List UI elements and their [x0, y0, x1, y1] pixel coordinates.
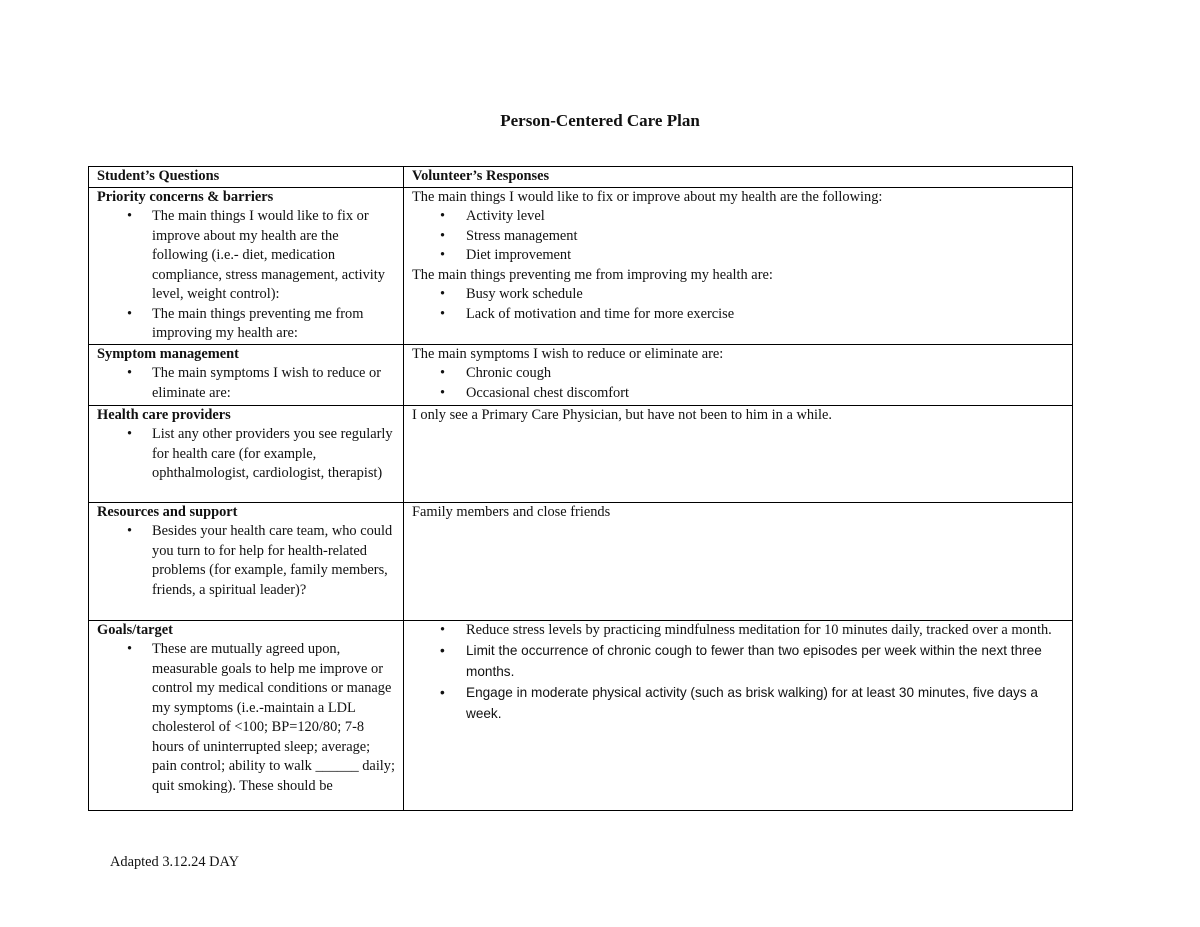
question-list-priority	[97, 207, 395, 344]
question-cell-priority	[89, 187, 404, 344]
table-row-providers	[89, 405, 1073, 502]
response-list-symptoms	[412, 364, 1064, 403]
question-item: • Besides your health care team, who could you turn to for help for health-related problems (for example, family members, friends, a spiritual leader)?	[97, 522, 395, 600]
table-row-goals	[89, 620, 1073, 810]
response-cell-goals	[404, 620, 1073, 810]
response-item: • Activity level	[412, 207, 1064, 227]
response-intro: The main symptoms I wish to reduce or eliminate are:	[412, 345, 724, 362]
question-item: • These are mutually agreed upon, measurable goals to help me improve or control my medical conditions or manage my symptoms (i.e.-maintain a LDL cholesterol of <100; BP=120/80; 7-8 hours of uninterrupted sleep; average; pain control; ability to walk ______ daily; quit smoking). These should be	[97, 640, 395, 796]
response-cell-resources	[404, 502, 1073, 620]
section-title-symptom: Symptom management	[97, 345, 239, 362]
section-title-priority: Priority concerns & barriers	[97, 188, 274, 205]
response-cell-providers	[404, 405, 1073, 502]
response-intro: The main things I would like to fix or improve about my health are the following:	[412, 188, 883, 205]
response-item: • Diet improvement	[412, 246, 1064, 266]
response-text: Family members and close friends	[412, 503, 611, 520]
response-list-improve	[412, 207, 1064, 266]
response-item: • Lack of motivation and time for more exercise	[412, 305, 1064, 325]
table-row-resources	[89, 502, 1073, 620]
question-cell-goals	[89, 620, 404, 810]
section-title-resources: Resources and support	[97, 503, 238, 520]
question-item: • The main things I would like to fix or improve about my health are the following (i.e.- diet, medication compliance, stress management, activity level, weight control):	[97, 207, 395, 305]
question-cell-resources	[89, 502, 404, 620]
goal-item: • Engage in moderate physical activity (such as brisk walking) for at least 30 minutes, five days a week.	[412, 682, 1064, 724]
question-cell-providers	[89, 405, 404, 502]
response-item: • Occasional chest discomfort	[412, 384, 1064, 404]
response-text: I only see a Primary Care Physician, but have not been to him in a while.	[412, 406, 833, 423]
header-volunteers-responses: Volunteer’s Responses	[404, 167, 1073, 188]
table-row-symptom	[89, 344, 1073, 405]
goal-item: • Reduce stress levels by practicing mindfulness meditation for 10 minutes daily, tracked over a month.	[412, 621, 1064, 641]
table-header-row	[89, 167, 1073, 188]
question-list-goals	[97, 640, 395, 796]
goal-item: • Limit the occurrence of chronic cough to fewer than two episodes per week within the next three months.	[412, 640, 1064, 682]
response-item: • Chronic cough	[412, 364, 1064, 384]
question-list-providers	[97, 425, 395, 484]
response-item: • Stress management	[412, 227, 1064, 247]
response-cell-symptom	[404, 344, 1073, 405]
response-intro-barriers: The main things preventing me from improving my health are:	[412, 266, 773, 283]
response-item: • Busy work schedule	[412, 285, 1064, 305]
question-list-resources	[97, 522, 395, 600]
section-title-providers: Health care providers	[97, 406, 231, 423]
document-title: Person-Centered Care Plan	[500, 111, 700, 130]
response-list-goals	[412, 621, 1064, 725]
table-row-priority	[89, 187, 1073, 344]
care-plan-table	[88, 166, 1073, 811]
footer-note: Adapted 3.12.24 DAY	[110, 854, 239, 870]
question-cell-symptom	[89, 344, 404, 405]
question-item: • The main things preventing me from improving my health are:	[97, 305, 395, 344]
section-title-goals: Goals/target	[97, 621, 173, 638]
question-item: • The main symptoms I wish to reduce or eliminate are:	[97, 364, 395, 403]
question-item: • List any other providers you see regularly for health care (for example, ophthalmologist, cardiologist, therapist)	[97, 425, 395, 484]
response-cell-priority	[404, 187, 1073, 344]
header-students-questions: Student’s Questions	[89, 167, 404, 188]
response-list-barriers	[412, 285, 1064, 324]
question-list-symptom	[97, 364, 395, 403]
